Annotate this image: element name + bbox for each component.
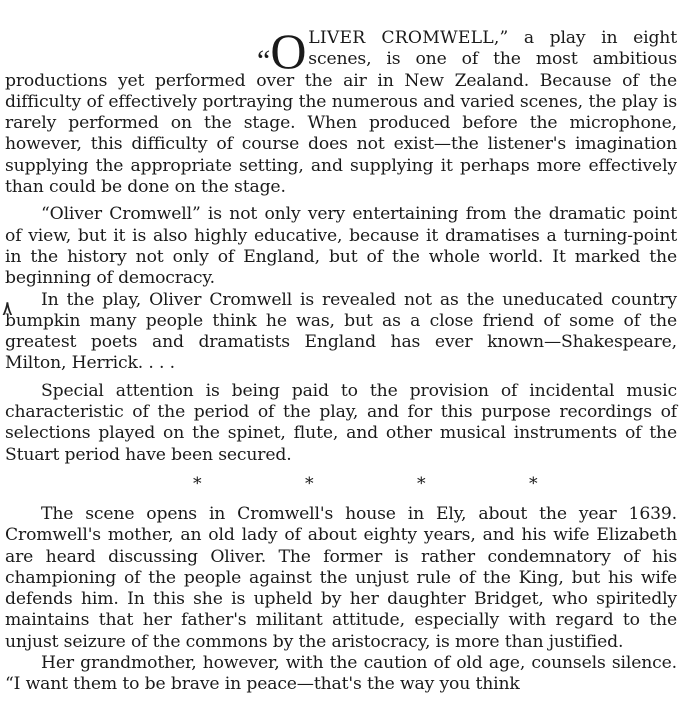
drop-cap-letter — [257, 23, 307, 79]
article-column — [5, 23, 677, 696]
drop-cap-o: O — [270, 23, 307, 79]
title-line-rest: ” a play in eight — [499, 28, 677, 48]
paragraph-educative: “Oliver Cromwell” is not only very entertaining from the dramatic point of view, but it is also highly educative, because it dramatises a turning-point in the history not only of England, but of the whole world. It marked the beginning of democracy. — [5, 204, 677, 289]
intro-paragraph — [5, 23, 677, 198]
opening-quote-mark: “ — [257, 44, 269, 77]
separator-star: * — [529, 473, 538, 494]
separator-star: * — [417, 473, 426, 494]
play-title: LIVER CROMWELL, — [308, 28, 500, 48]
paragraph-scene-opening: The scene opens in Cromwell's house in Ely, about the year 1639. Cromwell's mother, an old lady of about eighty years, and his wife Elizabeth are heard discussing Oliver. The former is rather condemnatory of his championing of the people against the unjust rule of the King, but his wife defends him. In this she is upheld by her daughter Bridget, who spiritedly maintains that her father's militant attitude, especially with regard to the unjust seizure of the commons by the aristocracy, is more than justified. — [5, 503, 677, 652]
section-separator — [5, 474, 677, 496]
paragraph-grandmother: Her grandmother, however, with the caution of old age, counsels silence. “I want them to be brave in peace—that's the way you think — [5, 653, 677, 695]
intro-paragraph-text: scenes, is one of the most ambitious productions yet performed over the air in New Zealand. Because of the difficulty of effectively portraying the numerous and varied scenes, the play is rarely performed on the stage. When produced before the microphone, however, this difficulty of course does not exist—the listener's imagination supplying the appropriate setting, and supplying it perhaps more effectively than could be done on the stage. — [5, 49, 677, 198]
paragraph-play-reveal: In the play, Oliver Cromwell is revealed not as the uneducated country bumpkin many people think he was, but as a close friend of some of the greatest poets and dramatists England has ever known—Shakespeare, Milton, Herrick. . . . — [5, 289, 677, 374]
margin-annotation-mark: ٨ — [2, 296, 13, 320]
paragraph-music: Special attention is being paid to the provision of incidental music characteristic of the period of the play, and for this purpose recordings of selections played on the spinet, flute, and other musical instruments of the Stuart period have been secured. — [5, 380, 677, 465]
separator-star: * — [305, 473, 314, 494]
separator-star: * — [193, 473, 202, 494]
